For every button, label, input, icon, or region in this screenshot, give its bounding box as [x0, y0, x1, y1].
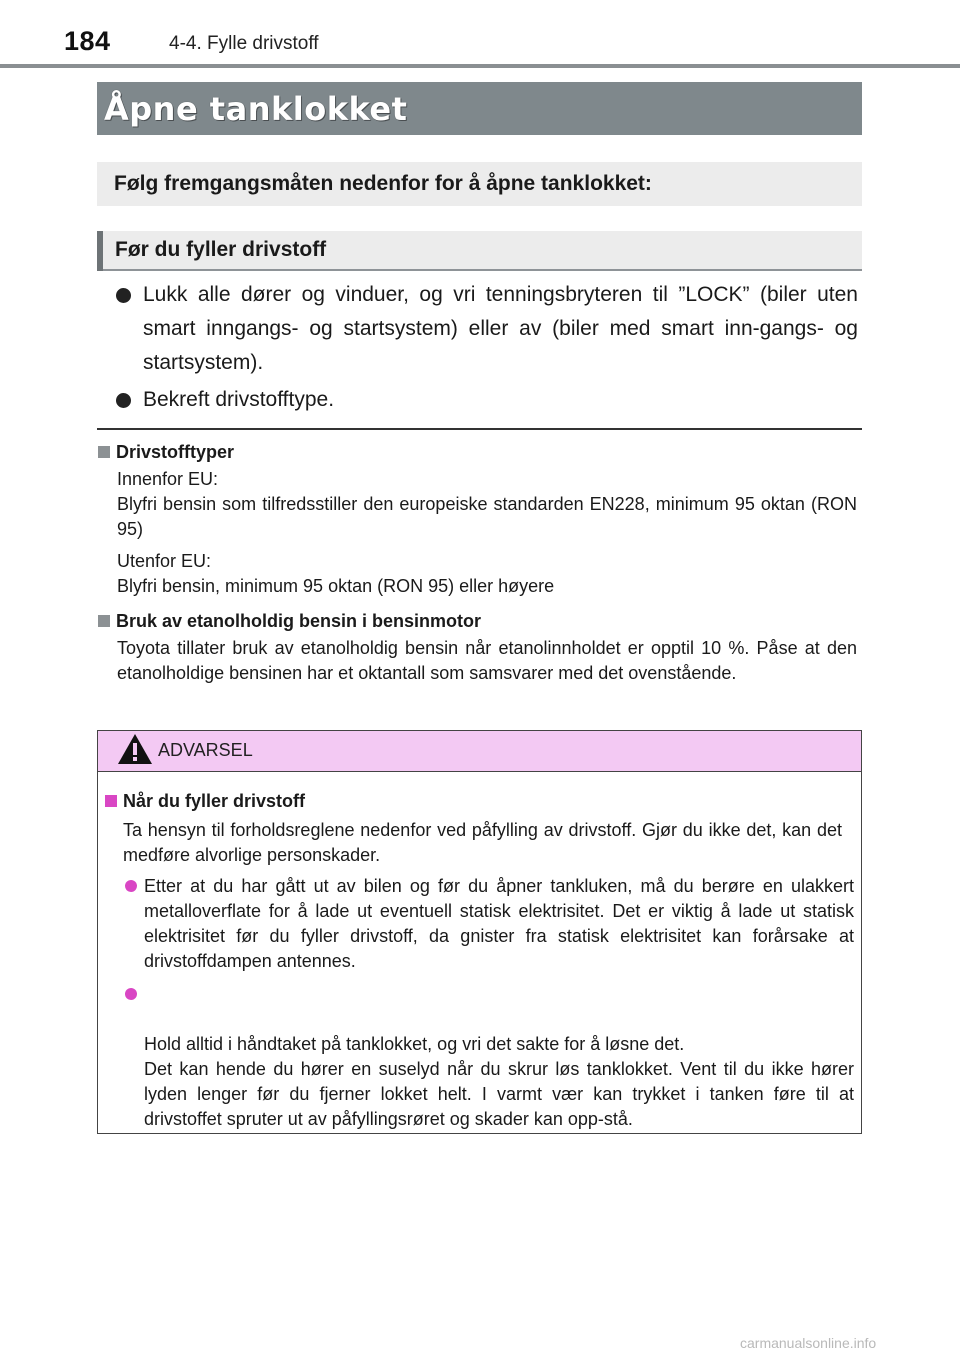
note-body [97, 467, 857, 599]
section-label: 4-4. Fylle drivstoff [169, 33, 319, 54]
warning-triangle-icon [116, 732, 154, 766]
square-bullet-icon [98, 615, 110, 627]
warning-heading: Når du fyller drivstoff [105, 789, 854, 814]
warning-intro: Ta hensyn til forholdsreglene nedenfor ved påfylling av drivstoff. Gjør du ikke det, kan det medføre alvorlige personskader. [123, 820, 842, 865]
header-rule [0, 64, 960, 68]
warning-label: ADVARSEL [158, 740, 253, 760]
note-paragraph: Toyota tillater bruk av etanolholdig bensin når etanolinnholdet er opptil 10 %. Påse at den etanolholdige bensinen har et oktantall som samsvarer med det ovenstående. [117, 638, 857, 683]
page-header [0, 0, 960, 70]
subheading-text: Før du fyller drivstoff [115, 238, 327, 261]
warning-content [105, 789, 854, 1140]
bullet-icon [116, 393, 131, 408]
page-number: 184 [64, 26, 111, 56]
intro-text: Følg fremgangsmåten nedenfor for å åpne tanklokket: [114, 172, 652, 195]
title-bar [97, 82, 862, 135]
page-title: Åpne tanklokket [104, 89, 408, 128]
note-body [97, 636, 857, 686]
warning-header [98, 731, 861, 772]
note-paragraph: Utenfor EU: Blyfri bensin, minimum 95 oktan (RON 95) eller høyere [117, 551, 555, 596]
step-text: Bekreft drivstofftype. [143, 388, 335, 411]
note-heading: Bruk av etanolholdig bensin i bensinmotor [97, 609, 857, 634]
step-item [116, 383, 858, 417]
note-paragraph: Innenfor EU: Blyfri bensin som tilfredsstiller den europeiske standarden EN228, minimum 95 oktan (RON 95) [117, 469, 857, 539]
warning-item: Etter at du har gått ut av bilen og før du åpner tankluken, må du berøre en ulakkert metalloverflate for å lade ut eventuell statisk elektrisitet. Det er viktig å lade ut statisk elektrisitet før du fyller drivstoff, da gnister fra statisk elektrisitet kan forårsake at drivstoffdampen antennes. [125, 874, 854, 974]
section-divider [97, 428, 862, 430]
square-bullet-icon [98, 446, 110, 458]
subheading-accent-bar [97, 231, 103, 271]
note-heading: Drivstofftyper [97, 440, 857, 465]
bullet-icon [125, 880, 137, 892]
subheading-box [97, 231, 862, 271]
square-bullet-icon [105, 795, 117, 807]
warning-list [105, 874, 854, 1132]
note-ethanol [97, 609, 857, 693]
watermark: carmanualsonline.info [740, 1335, 877, 1351]
bullet-icon [116, 288, 131, 303]
bullet-icon [125, 988, 137, 1000]
note-fuel-types [97, 440, 857, 606]
step-item [116, 278, 858, 380]
intro-box [97, 162, 862, 206]
warning-box [97, 730, 862, 1134]
step-list [116, 278, 858, 420]
warning-item: Hold alltid i håndtaket på tanklokket, og vri det sakte for å løsne det. Det kan hende du hører en suselyd når du skrur løs tanklokket. Vent til du ikke hører lyden lenger før du fjerner lokket helt. I varmt vær kan trykket i tanken føre til at drivstoffet spruter ut av påfyllingsrøret og skader kan opp-stå. [125, 982, 854, 1132]
step-text: Lukk alle dører og vinduer, og vri tenningsbryteren til ”LOCK” (biler uten smart inngangs- og startsystem) eller av (biler med smart inn-gangs- og startsystem). [143, 283, 858, 374]
